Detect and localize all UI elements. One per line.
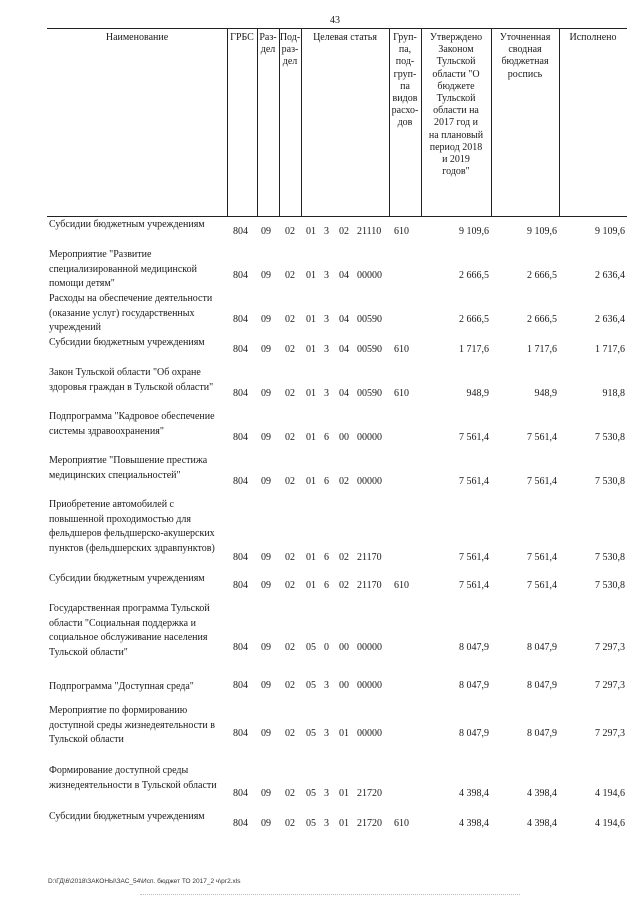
row-cs1: 3 — [324, 728, 329, 739]
row-pr: 02 — [285, 270, 295, 281]
row-cs3: 00000 — [357, 432, 382, 443]
row-cs2: 04 — [339, 344, 349, 355]
table-row — [47, 454, 627, 498]
row-cs0: 01 — [306, 476, 316, 487]
row-rz: 09 — [261, 680, 271, 691]
row-grbs: 804 — [233, 432, 248, 443]
row-name: Формирование доступной среды жизнедеятельности в Тульской области — [49, 765, 217, 791]
row-grbs: 804 — [233, 314, 248, 325]
row-grbs: 804 — [233, 680, 248, 691]
row-refined: 7 561,4 — [527, 476, 557, 487]
row-approved: 7 561,4 — [459, 552, 489, 563]
row-rz: 09 — [261, 788, 271, 799]
row-name: Закон Тульской области "Об охране здоровья граждан в Тульской области" — [49, 367, 214, 393]
row-name: Субсидии бюджетным учреждениям — [49, 811, 205, 822]
row-grbs: 804 — [233, 270, 248, 281]
row-name: Мероприятие "Развитие специализированной медицинской помощи детям" — [49, 249, 197, 290]
header-grbs: ГРБС — [230, 32, 254, 43]
row-name: Субсидии бюджетным учреждениям — [49, 573, 205, 584]
table-row — [47, 498, 627, 572]
table-row — [47, 248, 627, 292]
row-approved: 948,9 — [466, 388, 489, 399]
header-name: Наименование — [105, 32, 169, 43]
table-row — [47, 602, 627, 676]
row-cs1: 3 — [324, 314, 329, 325]
row-rz: 09 — [261, 314, 271, 325]
row-executed: 4 194,6 — [595, 788, 625, 799]
row-approved: 7 561,4 — [459, 580, 489, 591]
row-grbs: 804 — [233, 552, 248, 563]
row-cs3: 21170 — [357, 580, 382, 591]
row-pr: 02 — [285, 344, 295, 355]
row-grbs: 804 — [233, 388, 248, 399]
table-row — [47, 704, 627, 764]
row-pr: 02 — [285, 680, 295, 691]
row-grbs: 804 — [233, 788, 248, 799]
row-cs0: 05 — [306, 642, 316, 653]
row-refined: 8 047,9 — [527, 728, 557, 739]
scan-artifact — [140, 894, 520, 897]
header-executed: Исполнено — [569, 32, 617, 43]
row-refined: 8 047,9 — [527, 680, 557, 691]
row-cs3: 00000 — [357, 728, 382, 739]
row-cs1: 6 — [324, 432, 329, 443]
row-cs3: 00000 — [357, 476, 382, 487]
row-name: Субсидии бюджетным учреждениям — [49, 219, 205, 230]
row-executed: 7 530,8 — [595, 552, 625, 563]
row-cs3: 00590 — [357, 344, 382, 355]
row-cs0: 05 — [306, 680, 316, 691]
row-name: Подпрограмма "Кадровое обеспечение системы здравоохранения" — [49, 411, 215, 437]
row-executed: 7 297,3 — [595, 680, 625, 691]
row-cs2: 00 — [339, 680, 349, 691]
row-cs1: 3 — [324, 680, 329, 691]
table-row — [47, 810, 627, 840]
row-grbs: 804 — [233, 580, 248, 591]
row-cs3: 21720 — [357, 818, 382, 829]
row-pr: 02 — [285, 818, 295, 829]
page-number: 43 — [330, 15, 340, 26]
row-cs1: 3 — [324, 270, 329, 281]
row-cs2: 01 — [339, 818, 349, 829]
row-refined: 9 109,6 — [527, 226, 557, 237]
row-executed: 7 530,8 — [595, 580, 625, 591]
row-cs2: 01 — [339, 728, 349, 739]
row-approved: 7 561,4 — [459, 476, 489, 487]
row-refined: 7 561,4 — [527, 580, 557, 591]
row-cs3: 00000 — [357, 642, 382, 653]
row-name: Мероприятие по формированию доступной среды жизнедеятельности в Тульской области — [49, 705, 215, 746]
row-rz: 09 — [261, 476, 271, 487]
row-approved: 4 398,4 — [459, 788, 489, 799]
row-executed: 7 530,8 — [595, 432, 625, 443]
table-row — [47, 410, 627, 454]
row-cs3: 00590 — [357, 388, 382, 399]
table-row — [47, 218, 627, 248]
header-podrazdel: Под- раз- дел — [279, 32, 301, 68]
row-cs0: 05 — [306, 728, 316, 739]
row-rz: 09 — [261, 344, 271, 355]
row-name: Подпрограмма "Доступная среда" — [49, 681, 194, 692]
row-cs1: 6 — [324, 476, 329, 487]
row-refined: 7 561,4 — [527, 432, 557, 443]
row-refined: 948,9 — [534, 388, 557, 399]
row-cs2: 02 — [339, 476, 349, 487]
row-cs0: 01 — [306, 226, 316, 237]
row-approved: 1 717,6 — [459, 344, 489, 355]
row-cs0: 01 — [306, 344, 316, 355]
table-header — [47, 28, 627, 217]
row-cs0: 05 — [306, 788, 316, 799]
row-cs0: 01 — [306, 552, 316, 563]
row-cs0: 01 — [306, 580, 316, 591]
row-grbs: 804 — [233, 728, 248, 739]
row-approved: 9 109,6 — [459, 226, 489, 237]
row-rz: 09 — [261, 388, 271, 399]
row-cs1: 3 — [324, 788, 329, 799]
row-cs2: 01 — [339, 788, 349, 799]
row-cs0: 01 — [306, 388, 316, 399]
row-cs2: 04 — [339, 388, 349, 399]
row-approved: 8 047,9 — [459, 680, 489, 691]
row-cs2: 02 — [339, 580, 349, 591]
row-cs2: 00 — [339, 432, 349, 443]
row-pr: 02 — [285, 642, 295, 653]
row-refined: 7 561,4 — [527, 552, 557, 563]
row-refined: 4 398,4 — [527, 788, 557, 799]
row-pr: 02 — [285, 788, 295, 799]
row-refined: 1 717,6 — [527, 344, 557, 355]
row-pr: 02 — [285, 226, 295, 237]
row-cs2: 02 — [339, 226, 349, 237]
row-approved: 2 666,5 — [459, 270, 489, 281]
row-cs3: 00000 — [357, 270, 382, 281]
row-vr: 610 — [394, 388, 409, 399]
header-target-article: Целевая статья — [313, 32, 377, 43]
row-rz: 09 — [261, 642, 271, 653]
row-rz: 09 — [261, 226, 271, 237]
row-pr: 02 — [285, 314, 295, 325]
row-approved: 8 047,9 — [459, 728, 489, 739]
row-name: Государственная программа Тульской области "Социальная поддержка и социальное обслуживание населения Тульской области" — [49, 603, 210, 658]
row-name: Приобретение автомобилей с повышенной проходимостью для фельдшеров фельдшерско-акушерских пунктов (фельдшерских здравпунктов) — [49, 499, 215, 554]
table-row — [47, 366, 627, 410]
row-rz: 09 — [261, 432, 271, 443]
row-pr: 02 — [285, 580, 295, 591]
row-cs0: 01 — [306, 270, 316, 281]
row-executed: 7 297,3 — [595, 642, 625, 653]
row-cs3: 00000 — [357, 680, 382, 691]
row-cs3: 21170 — [357, 552, 382, 563]
row-name: Мероприятие "Повышение престижа медицинских специальностей" — [49, 455, 208, 481]
table-row — [47, 336, 627, 366]
row-cs0: 01 — [306, 314, 316, 325]
row-cs1: 3 — [324, 226, 329, 237]
row-rz: 09 — [261, 552, 271, 563]
header-refined: Уточненная сводная бюджетная роспись — [499, 32, 551, 80]
row-pr: 02 — [285, 476, 295, 487]
row-executed: 7 297,3 — [595, 728, 625, 739]
row-cs2: 00 — [339, 642, 349, 653]
row-cs2: 02 — [339, 552, 349, 563]
row-executed: 7 530,8 — [595, 476, 625, 487]
row-refined: 2 666,5 — [527, 270, 557, 281]
row-cs1: 6 — [324, 580, 329, 591]
row-cs3: 00590 — [357, 314, 382, 325]
row-approved: 4 398,4 — [459, 818, 489, 829]
row-refined: 4 398,4 — [527, 818, 557, 829]
header-razdel: Раз- дел — [259, 32, 277, 56]
row-refined: 2 666,5 — [527, 314, 557, 325]
row-rz: 09 — [261, 818, 271, 829]
row-pr: 02 — [285, 432, 295, 443]
row-grbs: 804 — [233, 344, 248, 355]
row-executed: 918,8 — [602, 388, 625, 399]
row-executed: 2 636,4 — [595, 270, 625, 281]
row-rz: 09 — [261, 728, 271, 739]
row-approved: 8 047,9 — [459, 642, 489, 653]
row-executed: 9 109,6 — [595, 226, 625, 237]
row-grbs: 804 — [233, 818, 248, 829]
row-cs1: 3 — [324, 344, 329, 355]
row-cs0: 01 — [306, 432, 316, 443]
row-vr: 610 — [394, 818, 409, 829]
row-cs1: 3 — [324, 818, 329, 829]
header-approved: Утверждено Законом Тульской области "О бюджете Тульской области на 2017 год и на плановый период 2018 и 2019 годов" — [428, 32, 484, 178]
row-executed: 1 717,6 — [595, 344, 625, 355]
table-row — [47, 764, 627, 810]
row-vr: 610 — [394, 226, 409, 237]
row-grbs: 804 — [233, 226, 248, 237]
row-grbs: 804 — [233, 642, 248, 653]
row-pr: 02 — [285, 552, 295, 563]
row-rz: 09 — [261, 270, 271, 281]
header-expense-group: Груп- па, под- груп- па видов расхо- дов — [391, 32, 419, 129]
row-cs3: 21720 — [357, 788, 382, 799]
row-cs3: 21110 — [357, 226, 382, 237]
row-cs0: 05 — [306, 818, 316, 829]
file-path-footer: D:\ГД\6\2018\ЗАКОНЫ\ЗАС_54\Исп. бюджет ТО 2017_2 ч\рг2.xls — [48, 878, 241, 885]
row-name: Субсидии бюджетным учреждениям — [49, 337, 205, 348]
row-vr: 610 — [394, 580, 409, 591]
row-name: Расходы на обеспечение деятельности (оказание услуг) государственных учреждений — [49, 293, 213, 334]
row-executed: 2 636,4 — [595, 314, 625, 325]
row-cs1: 3 — [324, 388, 329, 399]
row-approved: 2 666,5 — [459, 314, 489, 325]
row-grbs: 804 — [233, 476, 248, 487]
row-refined: 8 047,9 — [527, 642, 557, 653]
row-approved: 7 561,4 — [459, 432, 489, 443]
row-rz: 09 — [261, 580, 271, 591]
row-cs2: 04 — [339, 314, 349, 325]
row-pr: 02 — [285, 728, 295, 739]
table-row — [47, 572, 627, 602]
row-vr: 610 — [394, 344, 409, 355]
row-executed: 4 194,6 — [595, 818, 625, 829]
row-pr: 02 — [285, 388, 295, 399]
row-cs1: 0 — [324, 642, 329, 653]
row-cs1: 6 — [324, 552, 329, 563]
row-cs2: 04 — [339, 270, 349, 281]
table-row — [47, 292, 627, 336]
